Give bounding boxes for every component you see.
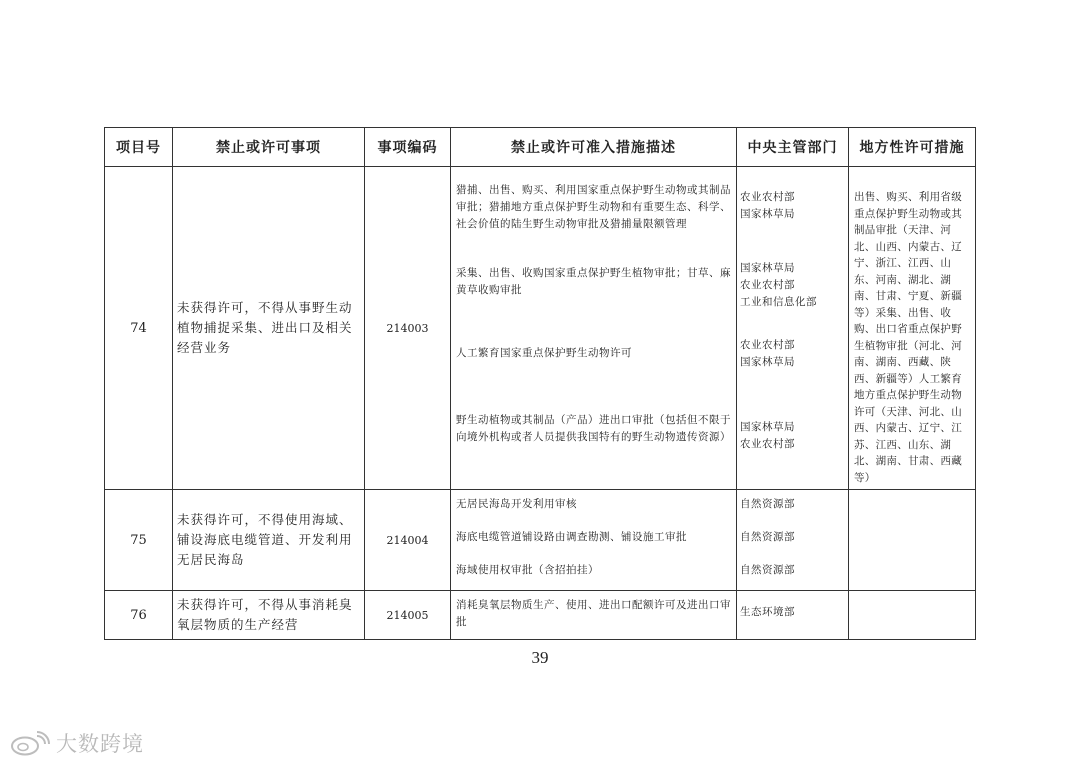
dept-name: 工业和信息化部 — [740, 296, 817, 308]
row-measures — [451, 591, 737, 640]
measure-entry: 野生动植物或其制品（产品）进出口审批（包括但不限于向境外机构或者人员提供我国特有的野生动物遗传资源） — [456, 414, 731, 443]
dept-name: 国家林草局 — [740, 262, 795, 274]
header-measures: 禁止或许可准入措施描述 — [451, 128, 737, 167]
row-item: 未获得许可，不得从事野生动植物捕捉采集、进出口及相关经营业务 — [173, 167, 365, 490]
local-measures-text: 出售、购买、利用省级重点保护野生动物或其制品审批（天津、河北、山西、内蒙古、辽宁、浙江、江西、山东、河南、湖北、湖南、甘肃、宁夏、新疆等）采集、出售、收购、出口省重点保护野生植物审批（河北、河南、湖南、西藏、陕西、新疆等）人工繁育地方重点保护野生动物许可（天津、河北、山西、内蒙古、辽宁、江苏、江西、山东、湖北、湖南、甘肃、西藏等） — [854, 191, 962, 484]
table-row — [105, 591, 976, 640]
row-number: 75 — [105, 490, 173, 591]
dept-group — [740, 337, 846, 371]
row-code: 214004 — [365, 490, 451, 591]
dept-group — [740, 529, 846, 546]
row-measures — [451, 490, 737, 591]
row-depts — [737, 167, 849, 490]
dept-name: 农业农村部 — [740, 438, 795, 450]
table-row — [105, 167, 976, 490]
table-header-row — [105, 128, 976, 167]
row-item: 未获得许可，不得从事消耗臭氧层物质的生产经营 — [173, 591, 365, 640]
permit-table — [104, 127, 976, 640]
header-local-measures: 地方性许可措施 — [849, 128, 976, 167]
row-depts — [737, 591, 849, 640]
row-number: 76 — [105, 591, 173, 640]
row-number: 74 — [105, 167, 173, 490]
row-local-measures — [849, 591, 976, 640]
dept-name: 自然资源部 — [740, 564, 795, 576]
measure-entry: 海域使用权审批（含招拍挂） — [456, 564, 599, 576]
header-item-no: 项目号 — [105, 128, 173, 167]
measure-entry: 海底电缆管道铺设路由调查勘测、铺设施工审批 — [456, 531, 687, 543]
row-item: 未获得许可，不得使用海域、铺设海底电缆管道、开发利用无居民海岛 — [173, 490, 365, 591]
page-number: 39 — [531, 648, 549, 667]
dept-name: 国家林草局 — [740, 421, 795, 433]
row-local-measures — [849, 167, 976, 490]
dept-name: 自然资源部 — [740, 498, 795, 510]
measure-entry: 采集、出售、收购国家重点保护野生植物审批；甘草、麻黄草收购审批 — [456, 267, 731, 296]
dept-group — [740, 496, 846, 513]
row-depts — [737, 490, 849, 591]
dept-group — [740, 260, 846, 311]
header-code: 事项编码 — [365, 128, 451, 167]
measure-entry: 人工繁育国家重点保护野生动物许可 — [456, 347, 632, 359]
row-code: 214003 — [365, 167, 451, 490]
dept-name: 农业农村部 — [740, 191, 795, 203]
dept-name: 自然资源部 — [740, 531, 795, 543]
row-measures — [451, 167, 737, 490]
dept-name: 生态环境部 — [740, 606, 795, 618]
row-local-measures — [849, 490, 976, 591]
measure-entry: 消耗臭氧层物质生产、使用、进出口配额许可及进出口审批 — [456, 599, 731, 628]
dept-group — [740, 189, 846, 223]
dept-name: 国家林草局 — [740, 356, 795, 368]
dept-group — [740, 562, 846, 579]
watermark-text: 大数跨境 — [56, 732, 144, 756]
table-row — [105, 490, 976, 591]
dept-group — [740, 604, 846, 621]
measure-entry: 猎捕、出售、购买、利用国家重点保护野生动物或其制品审批；猎捕地方重点保护野生动物和有重要生态、科学、社会价值的陆生野生动物审批及猎捕量限额管理 — [456, 184, 731, 230]
watermark — [10, 728, 144, 758]
dept-name: 农业农村部 — [740, 279, 795, 291]
dept-name: 农业农村部 — [740, 339, 795, 351]
header-item: 禁止或许可事项 — [173, 128, 365, 167]
dept-group — [740, 419, 846, 453]
row-code: 214005 — [365, 591, 451, 640]
header-central-dept: 中央主管部门 — [737, 128, 849, 167]
dept-name: 国家林草局 — [740, 208, 795, 220]
weibo-logo-icon — [10, 730, 50, 756]
measure-entry: 无居民海岛开发利用审核 — [456, 498, 577, 510]
